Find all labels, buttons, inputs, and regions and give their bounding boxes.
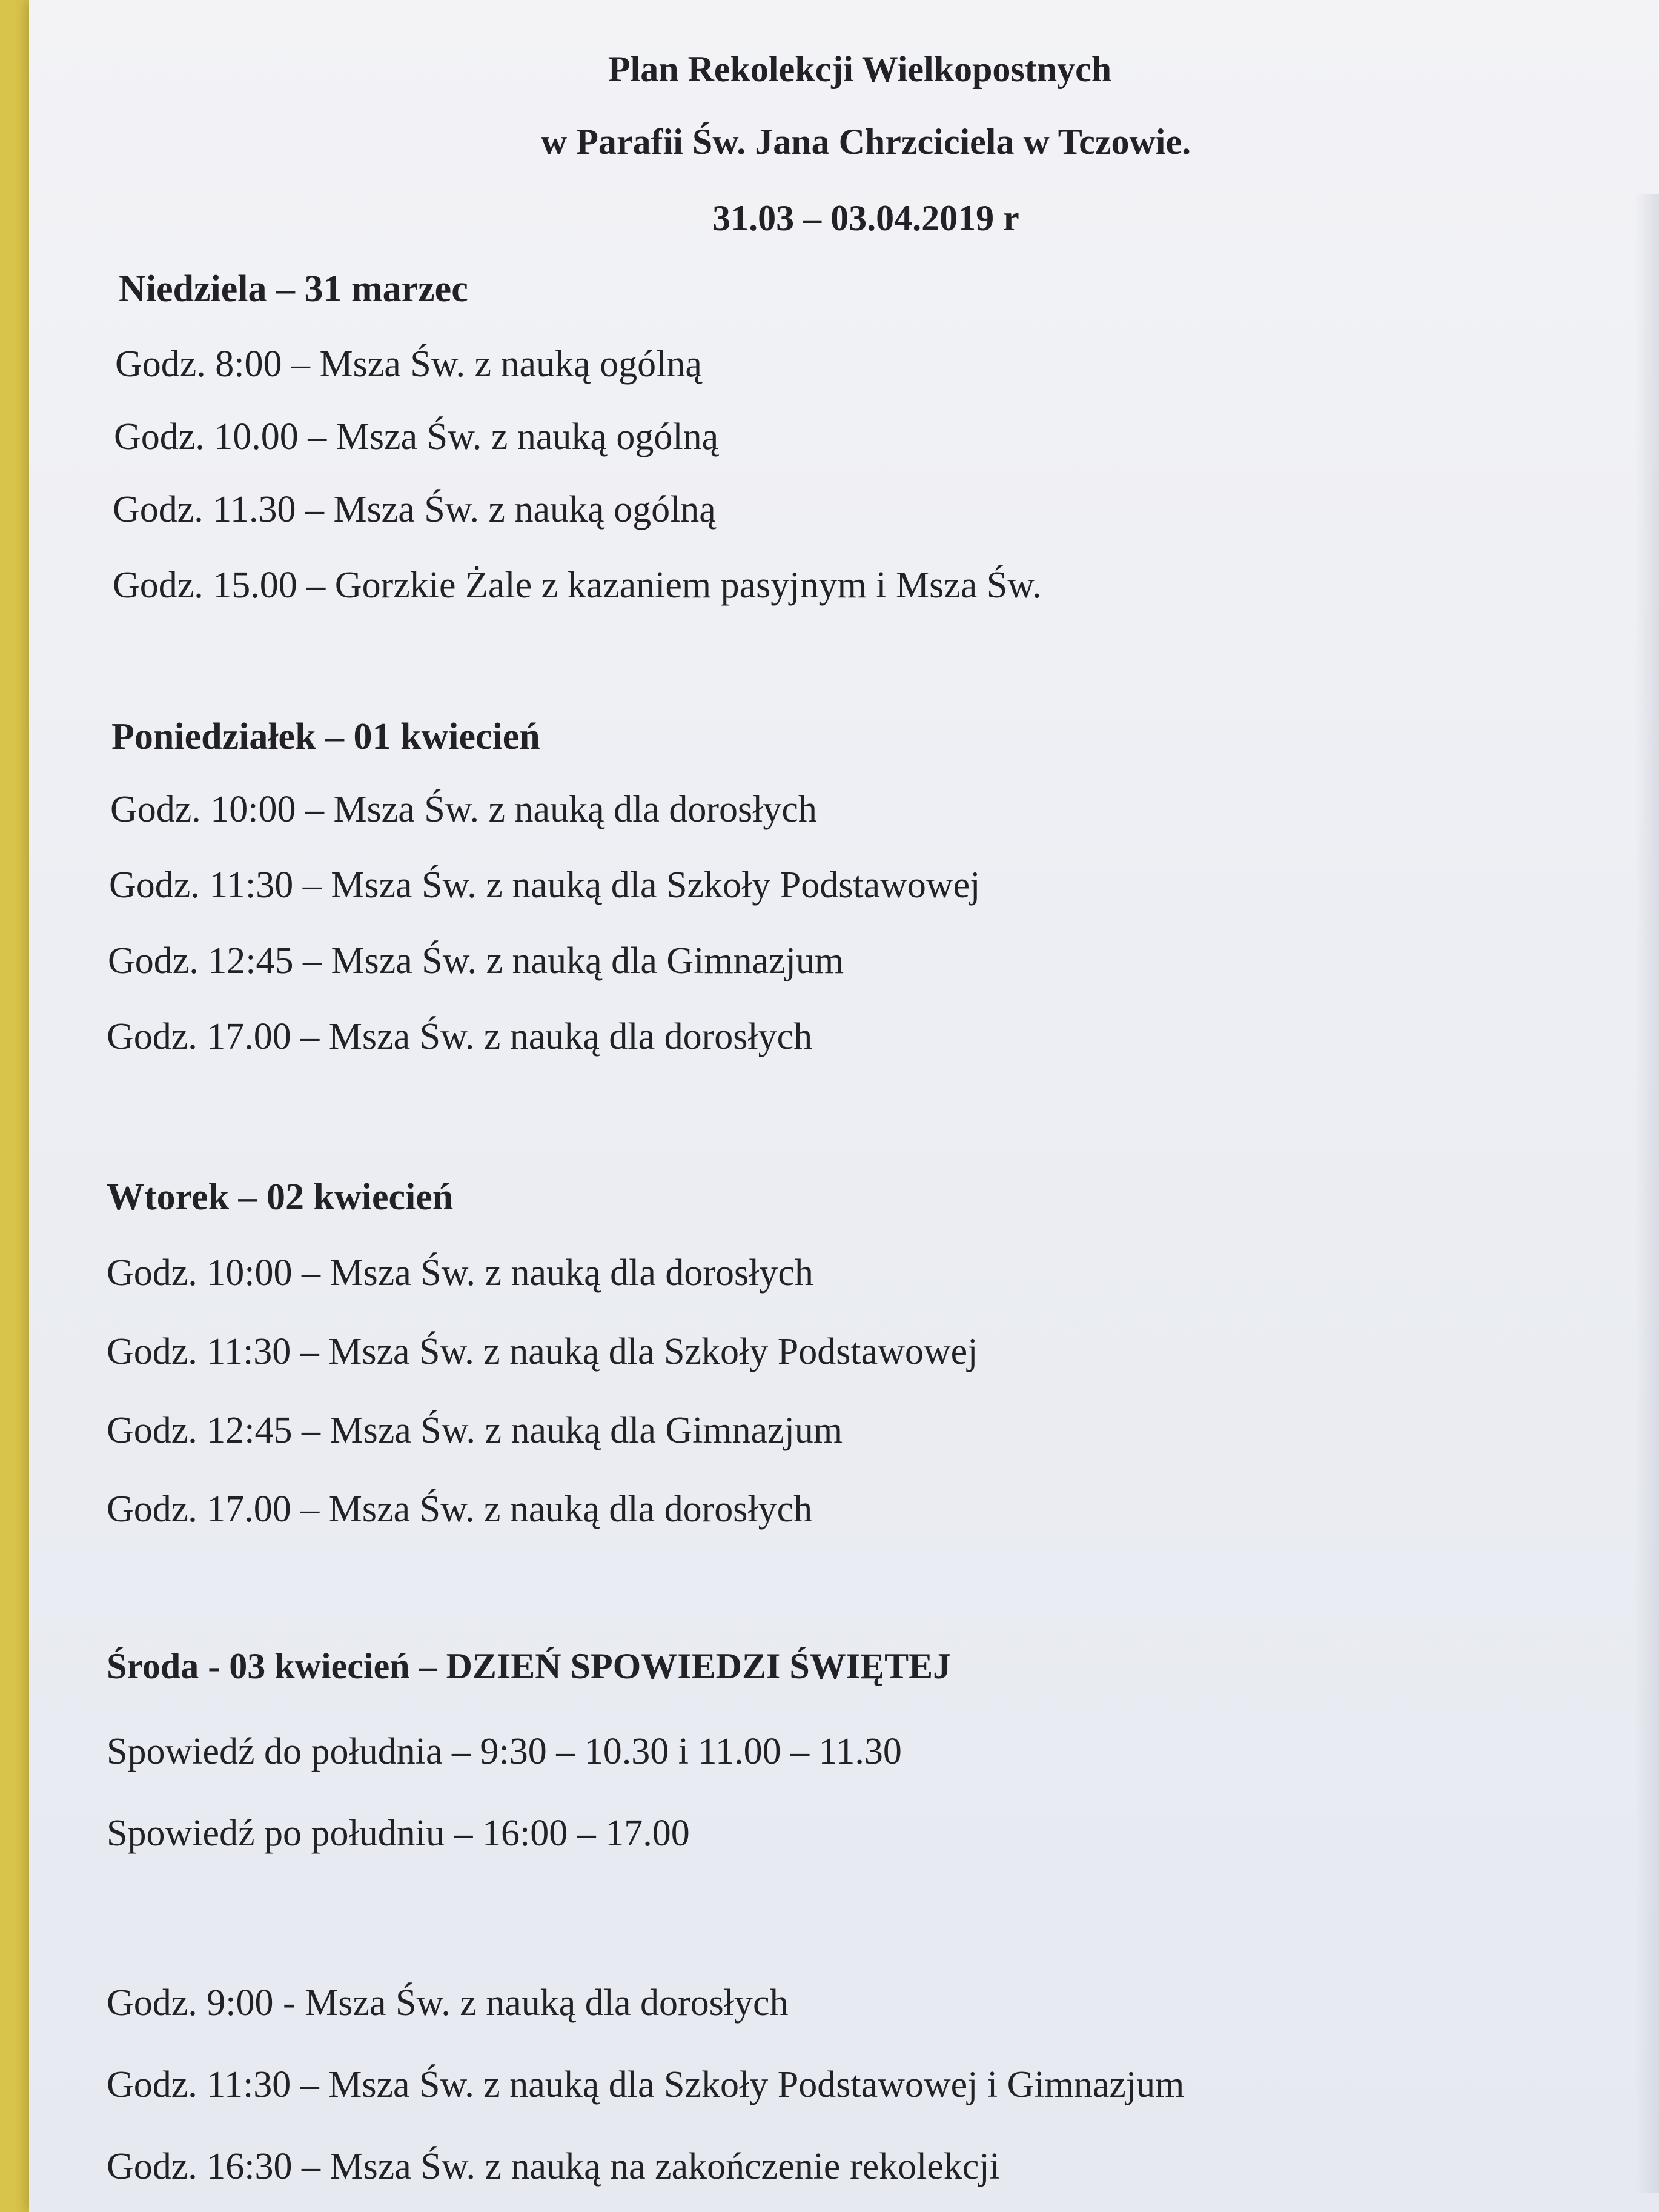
- confession-item: Spowiedź do południa – 9:30 – 10.30 i 11.00 – 11.30: [107, 1731, 902, 1772]
- schedule-item: Godz. 9:00 - Msza Św. z nauką dla dorosłych: [107, 1982, 789, 2024]
- schedule-item: Godz. 12:45 – Msza Św. z nauką dla Gimnazjum: [108, 940, 844, 981]
- schedule-item: Godz. 10:00 – Msza Św. z nauką dla dorosłych: [107, 1252, 813, 1294]
- schedule-item: Godz. 17.00 – Msza Św. z nauką dla dorosłych: [107, 1489, 813, 1530]
- schedule-item: Godz. 11:30 – Msza Św. z nauką dla Szkoły Podstawowej: [107, 1331, 978, 1372]
- parish-name: w Parafii Św. Jana Chrzciciela w Tczowie.: [540, 122, 1191, 162]
- schedule-item: Godz. 16:30 – Msza Św. z nauką na zakończenie rekolekcji: [107, 2146, 1000, 2187]
- schedule-item: Godz. 15.00 – Gorzkie Żale z kazaniem pasyjnym i Msza Św.: [113, 565, 1042, 606]
- schedule-item: Godz. 10:00 – Msza Św. z nauką dla dorosłych: [110, 789, 817, 830]
- document-title: Plan Rekolekcji Wielkopostnych: [608, 49, 1112, 89]
- day-heading-tuesday: Wtorek – 02 kwiecień: [107, 1177, 454, 1218]
- schedule-item: Godz. 11.30 – Msza Św. z nauką ogólną: [113, 489, 716, 530]
- confession-item: Spowiedź po południu – 16:00 – 17.00: [107, 1813, 690, 1854]
- schedule-item: Godz. 8:00 – Msza Św. z nauką ogólną: [115, 344, 702, 385]
- schedule-item: Godz. 10.00 – Msza Św. z nauką ogólną: [114, 416, 719, 457]
- day-heading-sunday: Niedziela – 31 marzec: [119, 268, 468, 310]
- schedule-item: Godz. 11:30 – Msza Św. z nauką dla Szkoły Podstawowej: [109, 865, 981, 906]
- schedule-item: Godz. 12:45 – Msza Św. z nauką dla Gimnazjum: [107, 1410, 843, 1451]
- day-heading-wednesday: Środa - 03 kwiecień – DZIEŃ SPOWIEDZI ŚWIĘTEJ: [107, 1646, 952, 1686]
- schedule-item: Godz. 17.00 – Msza Św. z nauką dla dorosłych: [107, 1016, 813, 1057]
- schedule-item: Godz. 11:30 – Msza Św. z nauką dla Szkoły Podstawowej i Gimnazjum: [107, 2064, 1185, 2105]
- date-range: 31.03 – 03.04.2019 r: [712, 198, 1019, 238]
- day-heading-monday: Poniedziałek – 01 kwiecień: [111, 716, 540, 757]
